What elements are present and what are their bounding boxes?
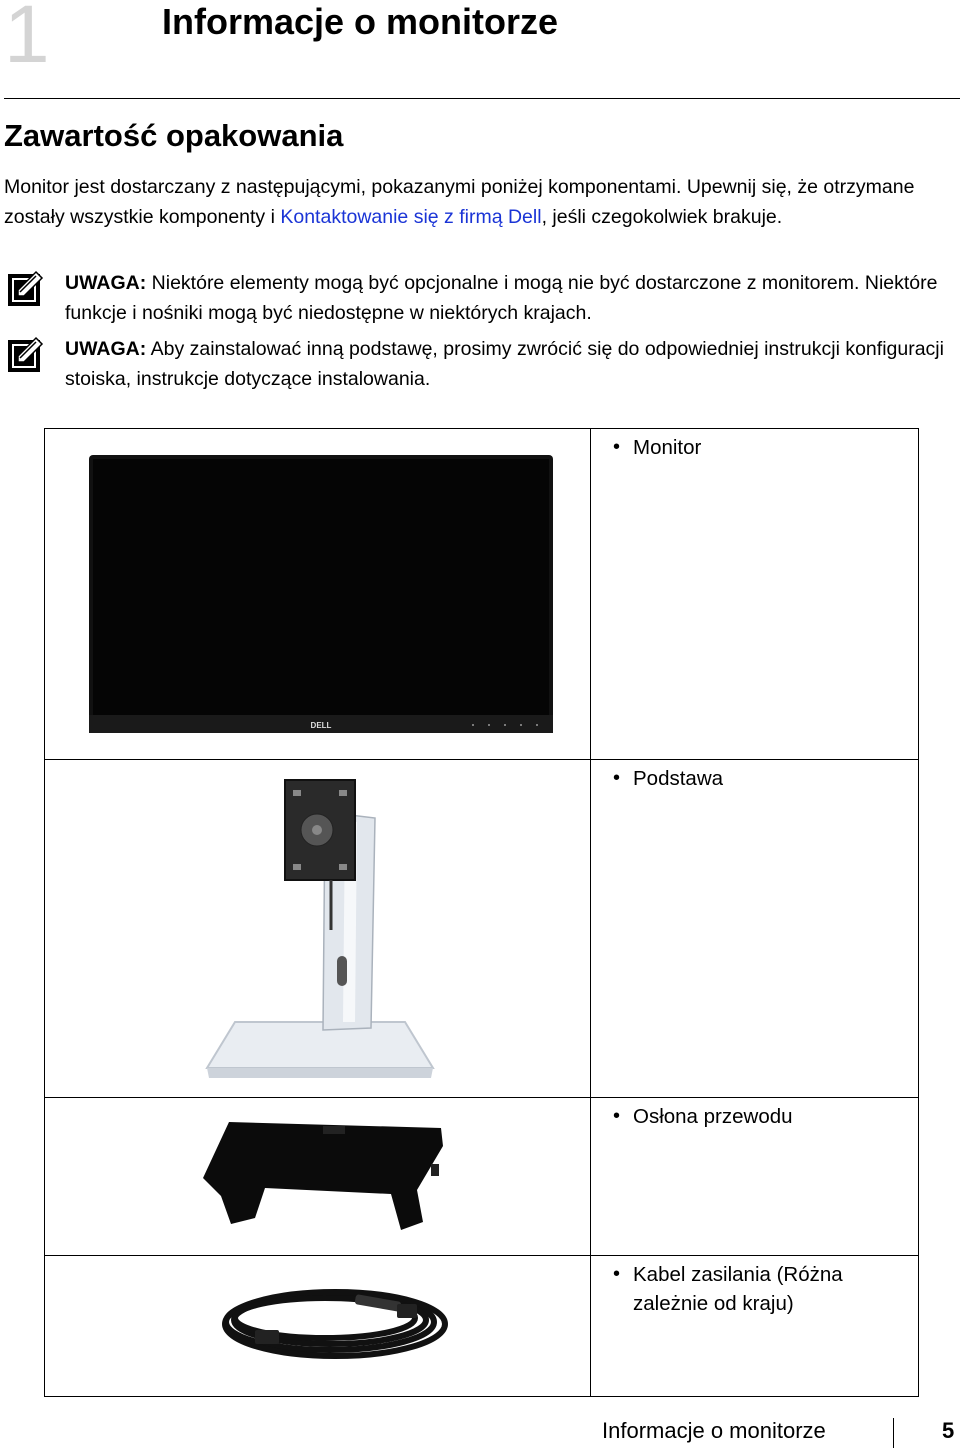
stand-label-cell — [591, 760, 919, 1098]
table-row — [45, 1098, 919, 1256]
stand-image — [45, 760, 590, 1092]
note-label: UWAGA: — [65, 272, 147, 294]
note-pencil-icon — [6, 336, 44, 374]
chapter-title: Informacje o monitorze — [162, 1, 559, 42]
section-title: Zawartość opakowania — [4, 118, 344, 153]
item-label: Podstawa — [633, 767, 724, 790]
contact-dell-link[interactable]: Kontaktowanie się z firmą Dell — [280, 206, 542, 228]
intro-text-after: , jeśli czegokolwiek brakuje. — [541, 206, 783, 228]
item-label: Monitor — [633, 436, 702, 459]
power-cable-image — [45, 1256, 590, 1391]
power-cable-image-cell — [45, 1256, 591, 1397]
note-label: UWAGA: — [65, 338, 147, 360]
dell-logo-text: DELL — [310, 721, 332, 730]
footer-section-title: Informacje o monitorze — [602, 1418, 826, 1443]
intro-text-before: Monitor jest dostarczany z następującymi, pokazanymi poniżej komponentami. Upewnij się, że otrzymane zostały wszystkie komponenty i — [4, 176, 915, 228]
page-number: 5 — [942, 1418, 955, 1443]
cable-cover-image — [45, 1098, 590, 1250]
item-label: Osłona przewodu — [633, 1105, 793, 1128]
monitor-label-cell — [591, 429, 919, 760]
table-row — [45, 1256, 919, 1397]
monitor-image-cell — [45, 429, 591, 760]
power-cable-label-cell — [591, 1256, 919, 1397]
note-pencil-icon — [6, 270, 44, 308]
list-item: • Osłona przewodu — [591, 1098, 918, 1131]
list-item: • Monitor — [591, 429, 918, 462]
intro-paragraph — [4, 172, 954, 232]
footer-divider — [893, 1418, 894, 1448]
list-item: • Podstawa — [591, 760, 918, 793]
item-label: Kabel zasilania (Różna zależnie od kraju) — [633, 1263, 843, 1315]
cable-cover-image-cell — [45, 1098, 591, 1256]
list-item: • Kabel zasilania (Różna zależnie od kraju) — [591, 1256, 918, 1318]
chapter-number: 1 — [4, 0, 50, 80]
note-2 — [4, 334, 954, 394]
note-text: Niektóre elementy mogą być opcjonalne i mogą nie być dostarczone z monitorem. Niektóre funkcje i nośniki mogą być niedostępne w niektórych krajach. — [65, 272, 938, 324]
monitor-image — [45, 429, 590, 754]
note-text: Aby zainstalować inną podstawę, prosimy zwrócić się do odpowiedniej instrukcji konfiguracji stoiska, instrukcje dotyczące instalowania. — [65, 338, 944, 390]
chapter-divider — [4, 98, 960, 99]
table-row — [45, 429, 919, 760]
note-1 — [4, 268, 954, 328]
table-row — [45, 760, 919, 1098]
stand-image-cell — [45, 760, 591, 1098]
package-contents-table — [44, 428, 919, 1397]
cable-cover-label-cell — [591, 1098, 919, 1256]
